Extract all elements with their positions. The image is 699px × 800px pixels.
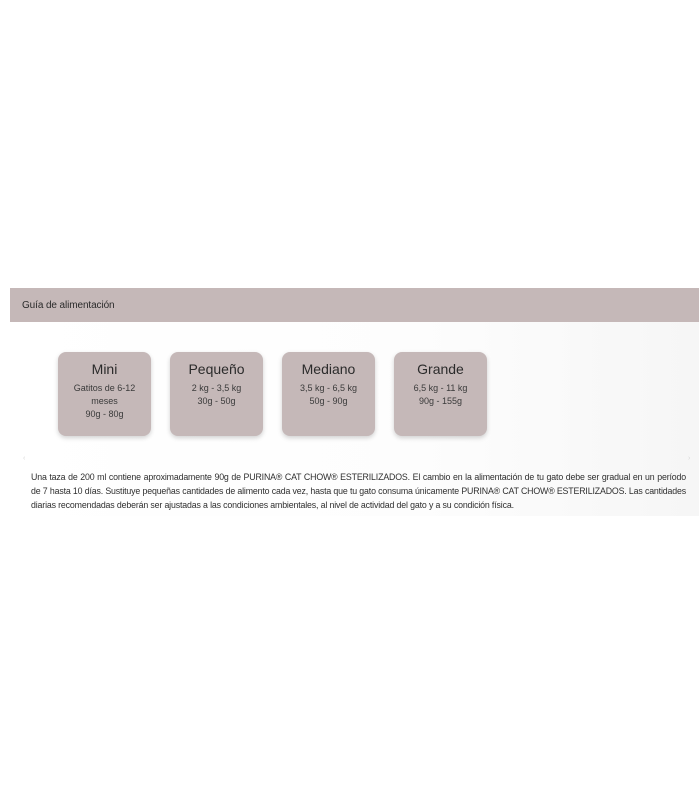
feeding-guide-description: Una taza de 200 ml contiene aproximadamente 90g de PURINA® CAT CHOW® ESTERILIZADOS. El cambio en la alimentación de tu gato debe ser gradual en un período de 7 hasta 10 días. Sustituye pequeñas cantidades de alimento cada vez, hasta que tu gato consuma únicamente PURINA® CAT CHOW® ESTERILIZADOS. Las cantidades diarias recomendadas deberán ser ajustadas a las condiciones ambientales, al nivel de actividad del gato y a su condición física.	[31, 472, 686, 510]
feeding-guide-panel	[10, 288, 699, 516]
size-card-mini	[58, 352, 151, 436]
scroll-left-icon[interactable]: ‹	[23, 455, 26, 462]
size-cards	[58, 352, 506, 436]
size-card-title: Mediano	[301, 361, 356, 377]
size-card-weight: 2 kg - 3,5 kg	[191, 383, 242, 393]
size-card-title: Mini	[91, 361, 118, 377]
size-card-weight: 6,5 kg - 11 kg	[413, 383, 468, 393]
feeding-guide-title: Guía de alimentación	[22, 299, 115, 311]
size-card-pequeno	[170, 352, 263, 436]
size-card-weight: 3,5 kg - 6,5 kg	[299, 383, 358, 393]
size-card-portion: 30g - 50g	[197, 396, 236, 406]
size-card-mediano	[282, 352, 375, 436]
scroll-right-icon[interactable]: ›	[688, 455, 691, 462]
size-card-grande	[394, 352, 487, 436]
size-card-title: Grande	[417, 361, 464, 377]
size-card-title: Pequeño	[188, 361, 245, 377]
size-card-detail: Gatitos de 6-12	[73, 383, 136, 393]
size-card-portion: 90g - 155g	[418, 396, 463, 406]
size-card-portion: 90g - 80g	[85, 409, 124, 419]
size-card-detail: meses	[91, 396, 118, 406]
size-card-portion: 50g - 90g	[309, 396, 348, 406]
feeding-guide-header[interactable]	[10, 288, 699, 322]
